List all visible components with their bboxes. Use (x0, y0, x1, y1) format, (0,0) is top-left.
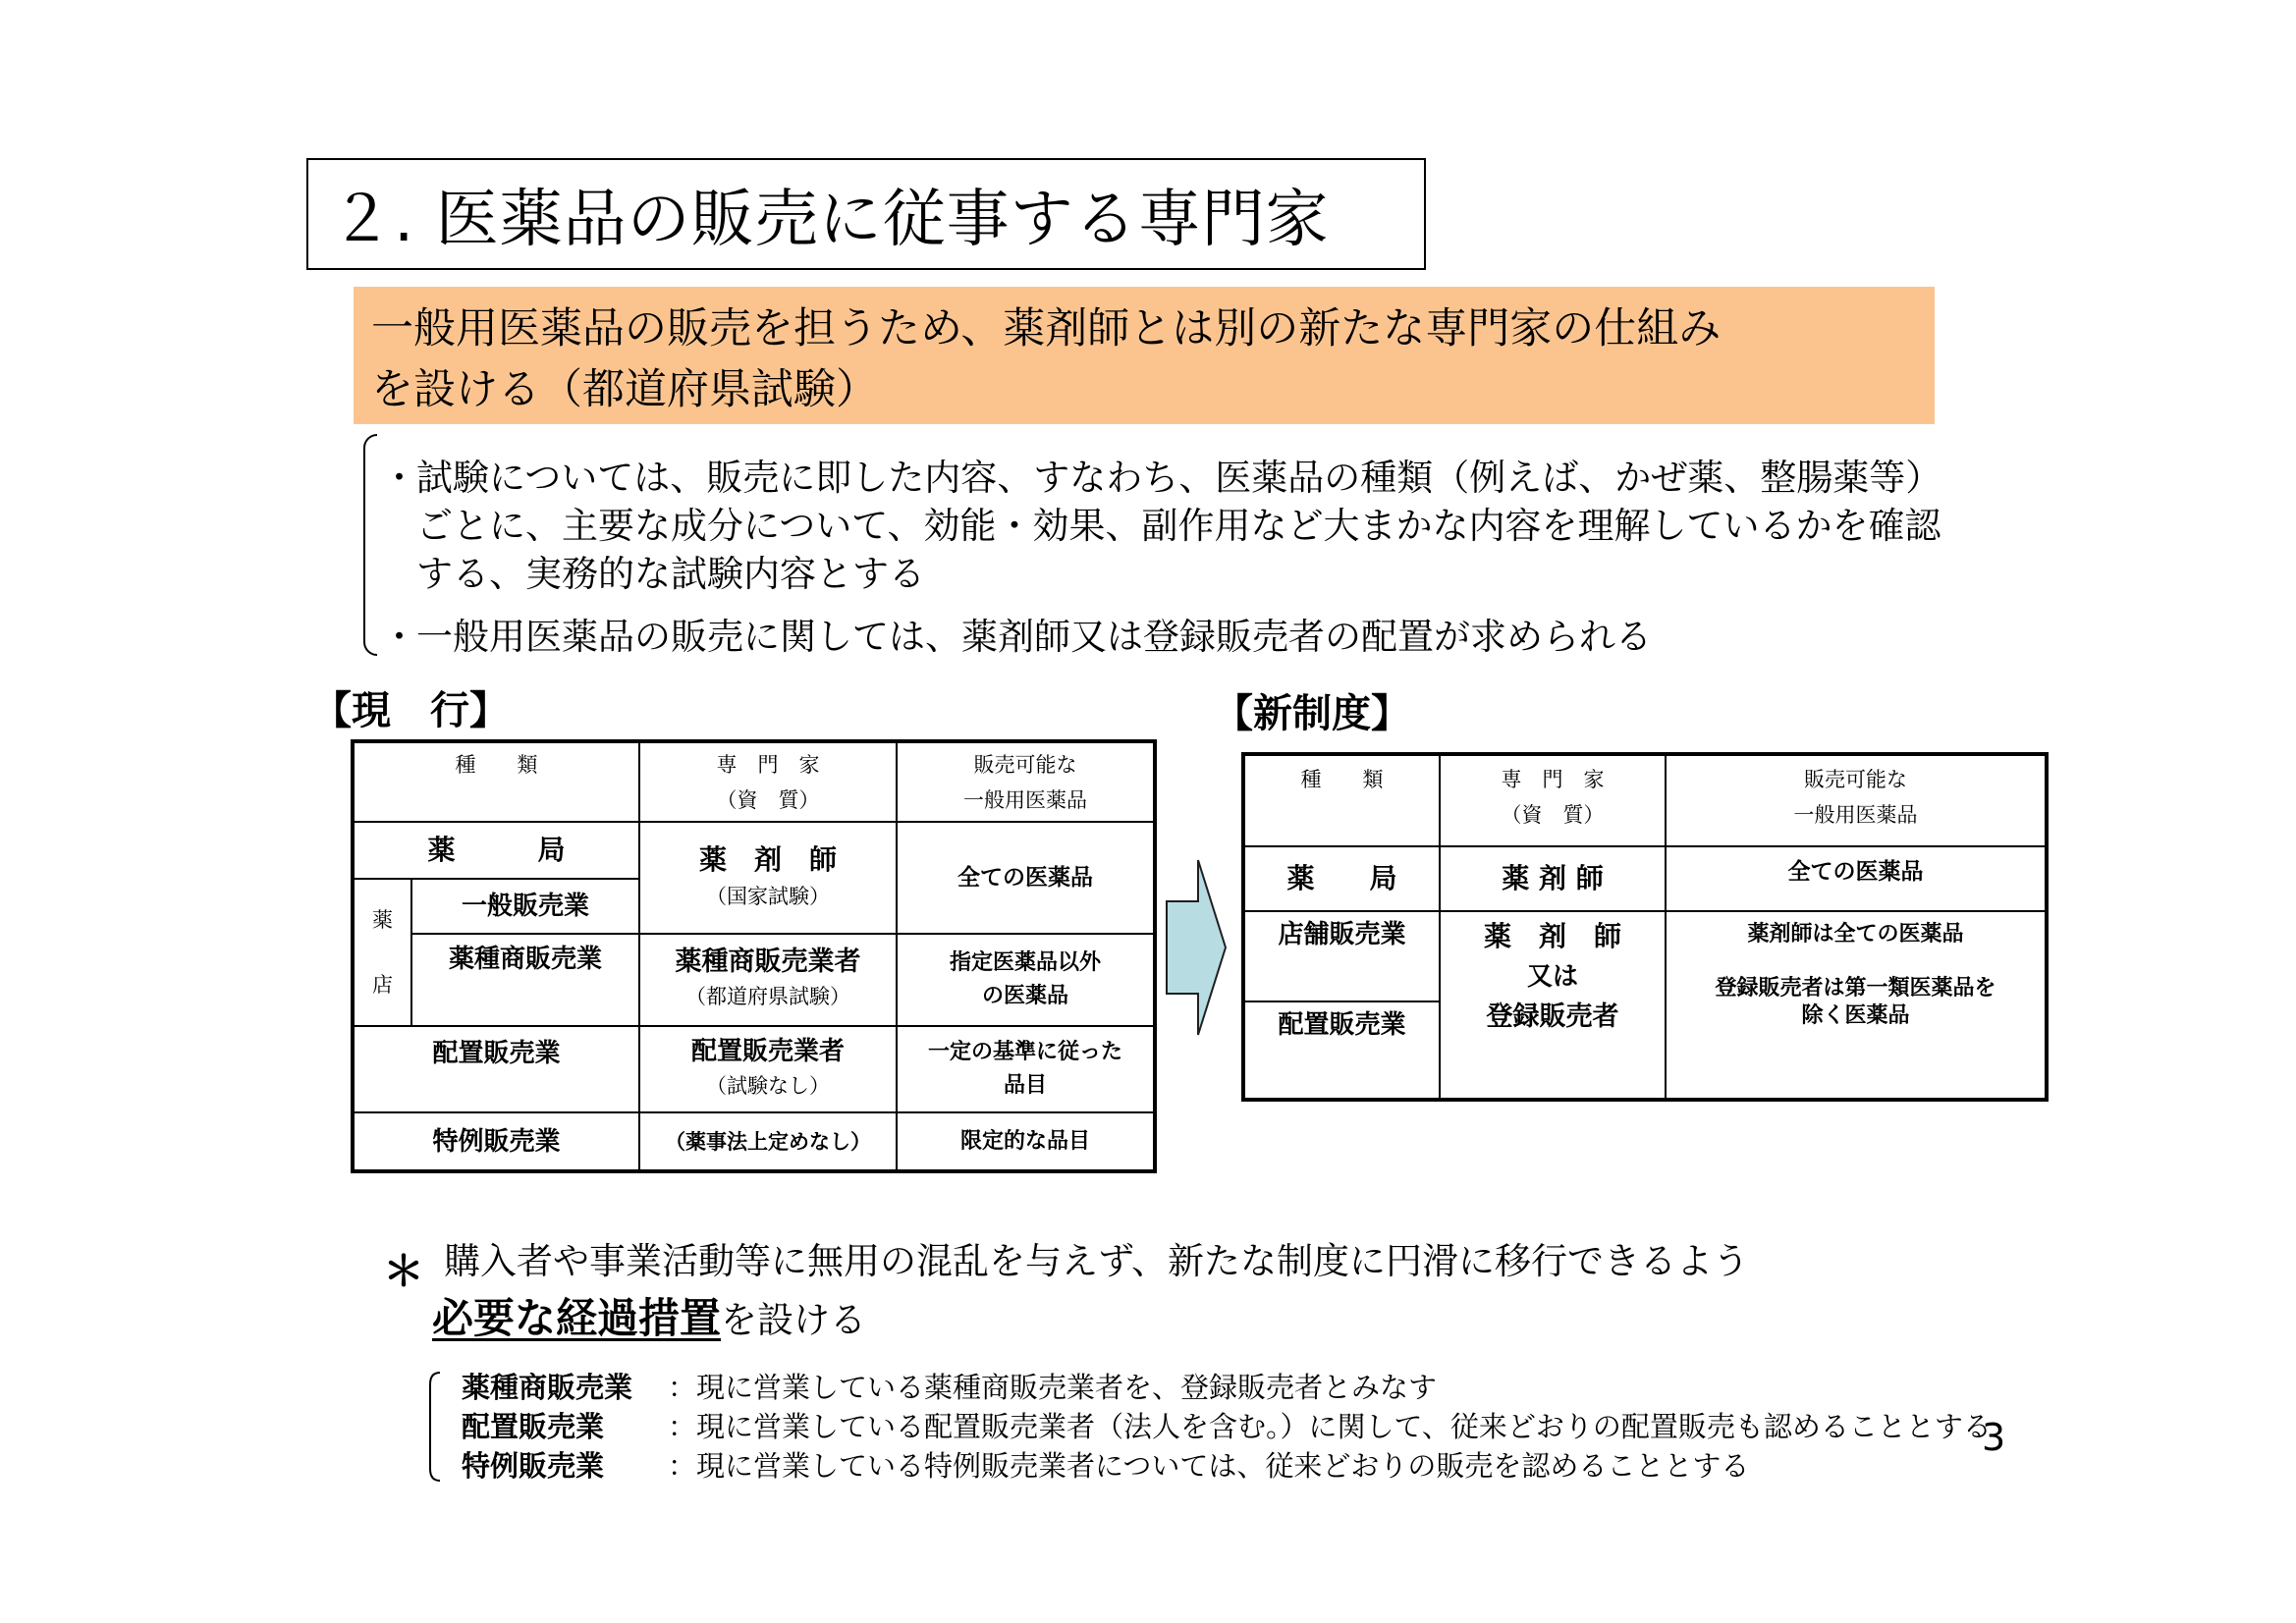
current-header-expert (639, 741, 897, 822)
current-special-items: 限定的な品目 (897, 1112, 1155, 1171)
new-store-sales: 店舗販売業 (1243, 911, 1440, 1001)
bullet-2-line-1: 一般用医薬品の販売に関しては、薬剤師又は登録販売者の配置が求められる (416, 616, 1652, 658)
new-expert (1440, 911, 1666, 1100)
measure-text: ：現に営業している特例販売業者については、従来どおりの販売を認めることとする (668, 1449, 1750, 1483)
current-placement-seller (639, 1026, 897, 1112)
note-emphasis: 必要な経過措置 (432, 1294, 722, 1342)
left-bracket (363, 434, 377, 656)
except-designated-line-2: の医薬品 (981, 984, 1068, 1008)
measures-bracket-icon (424, 1371, 444, 1483)
new-placement-sales: 配置販売業 (1243, 1001, 1440, 1100)
new-sellable-line-3: 除く医薬品 (1801, 1003, 1910, 1028)
measure-text: ：現に営業している配置販売業者（法人を含む。）に関して、従来どおりの配置販売も認めることとする (668, 1410, 1992, 1443)
new-pharmacy: 薬 局 (1243, 846, 1440, 911)
measure-name: 配置販売業 (462, 1410, 605, 1443)
current-special-sales: 特例販売業 (353, 1112, 639, 1171)
drug-type-seller-qualification: （都道府県試験） (685, 985, 850, 1008)
drug-type-seller-label: 薬種商販売業者 (675, 947, 861, 977)
current-pharmacist (639, 822, 897, 934)
measure-name: 薬種商販売業 (462, 1371, 633, 1404)
measure-item (462, 1446, 2033, 1486)
current-header-type: 種 類 (353, 741, 639, 822)
pharmacist-label: 薬 剤 師 (698, 843, 837, 876)
note-line-2-rest: を設ける (721, 1299, 867, 1341)
new-header-sellable (1666, 754, 2047, 846)
current-general-sales: 一般販売業 (411, 879, 639, 934)
pharmacist-qualification: （国家試験） (706, 885, 830, 908)
new-header-expert-line-1: 専 門 家 (1501, 768, 1605, 791)
header-expert-line-2: （資 質） (716, 787, 820, 812)
header-sellable-line-2: 一般用医薬品 (963, 787, 1087, 812)
current-except-designated (897, 934, 1155, 1026)
new-pharmacist: 薬 剤 師 (1440, 846, 1666, 911)
except-designated-line-1: 指定医薬品以外 (949, 950, 1101, 975)
header-sellable-line-1: 販売可能な (973, 752, 1077, 777)
summary-highlight (354, 287, 1935, 424)
measure-text: ：現に営業している薬種商販売業者を、登録販売者とみなす (668, 1371, 1438, 1404)
right-arrow-icon (1165, 856, 1228, 1039)
current-placement-sales: 配置販売業 (353, 1026, 639, 1112)
page-number: 3 (1982, 1416, 2006, 1459)
bullet-1-line-1: 試験については、販売に即した内容、すなわち、医薬品の種類（例えば、かぜ薬、整腸薬等） (416, 457, 1942, 499)
current-store-side (353, 879, 411, 1026)
store-side-2: 店 (372, 973, 393, 997)
note-line-1: 購入者や事業活動等に無用の混乱を与えず、新たな制度に円滑に移行できるよう (444, 1240, 1750, 1282)
placement-items-line-2: 品目 (1003, 1073, 1047, 1098)
measures-list (462, 1368, 2033, 1486)
new-header-type: 種 類 (1243, 754, 1440, 846)
bullet-1 (381, 454, 2001, 598)
bullet-1-line-2: ごとに、主要な成分について、効能・効果、副作用など大まかな内容を理解しているかを確認 (416, 505, 1941, 547)
note-line-2 (432, 1292, 1807, 1347)
measure-item (462, 1407, 2033, 1446)
current-all-drugs: 全ての医薬品 (897, 822, 1155, 934)
measure-item (462, 1368, 2033, 1407)
new-header-sellable-line-1: 販売可能な (1804, 768, 1907, 791)
bullet-1-line-3: する、実務的な試験内容とする (416, 553, 925, 595)
current-placement-items (897, 1026, 1155, 1112)
new-header-sellable-line-2: 一般用医薬品 (1793, 803, 1918, 827)
summary-line-2: を設ける（都道府県試験） (371, 365, 878, 414)
current-pharmacy: 薬 局 (353, 822, 639, 879)
new-expert-line-2: 又は (1526, 962, 1578, 992)
new-expert-line-3: 登録販売者 (1486, 1001, 1619, 1032)
new-sellable-line-1: 薬剤師は全ての医薬品 (1747, 922, 1964, 947)
slide-title: ２. 医薬品の販売に従事する専門家 (306, 158, 1426, 270)
summary-line-1: 一般用医薬品の販売を担うため、薬剤師とは別の新たな専門家の仕組み (371, 304, 1722, 353)
new-header-expert (1440, 754, 1666, 846)
new-header-expert-line-2: （資 質） (1501, 803, 1605, 827)
placement-seller-label: 配置販売業者 (690, 1037, 845, 1066)
store-side-1: 薬 (372, 908, 393, 932)
new-all-drugs: 全ての医薬品 (1666, 846, 2047, 911)
header-expert-line-1: 専 門 家 (716, 752, 820, 777)
new-sellable-line-2: 登録販売者は第一類医薬品を (1715, 976, 1996, 1001)
current-special-expert: （薬事法上定めなし） (639, 1112, 897, 1171)
bullet-2 (381, 613, 2001, 661)
current-table (351, 739, 1157, 1173)
placement-seller-qualification: （試験なし） (706, 1074, 830, 1098)
current-drug-type-seller (639, 934, 897, 1026)
placement-items-line-1: 一定の基準に従った (927, 1040, 1122, 1064)
measure-name: 特例販売業 (462, 1449, 605, 1483)
bullet-dot: ・ (381, 457, 417, 499)
new-expert-line-1: 薬 剤 師 (1483, 920, 1621, 952)
bullet-dot: ・ (381, 616, 417, 658)
note-asterisk: ＊ (383, 1247, 425, 1295)
new-label: 【新制度】 (1214, 691, 1410, 736)
new-sellable (1666, 911, 2047, 1100)
current-header-sellable (897, 741, 1155, 822)
current-drug-type-sales: 薬種商販売業 (411, 934, 639, 1026)
new-table (1241, 752, 2049, 1102)
current-label: 【現 行】 (312, 688, 509, 733)
